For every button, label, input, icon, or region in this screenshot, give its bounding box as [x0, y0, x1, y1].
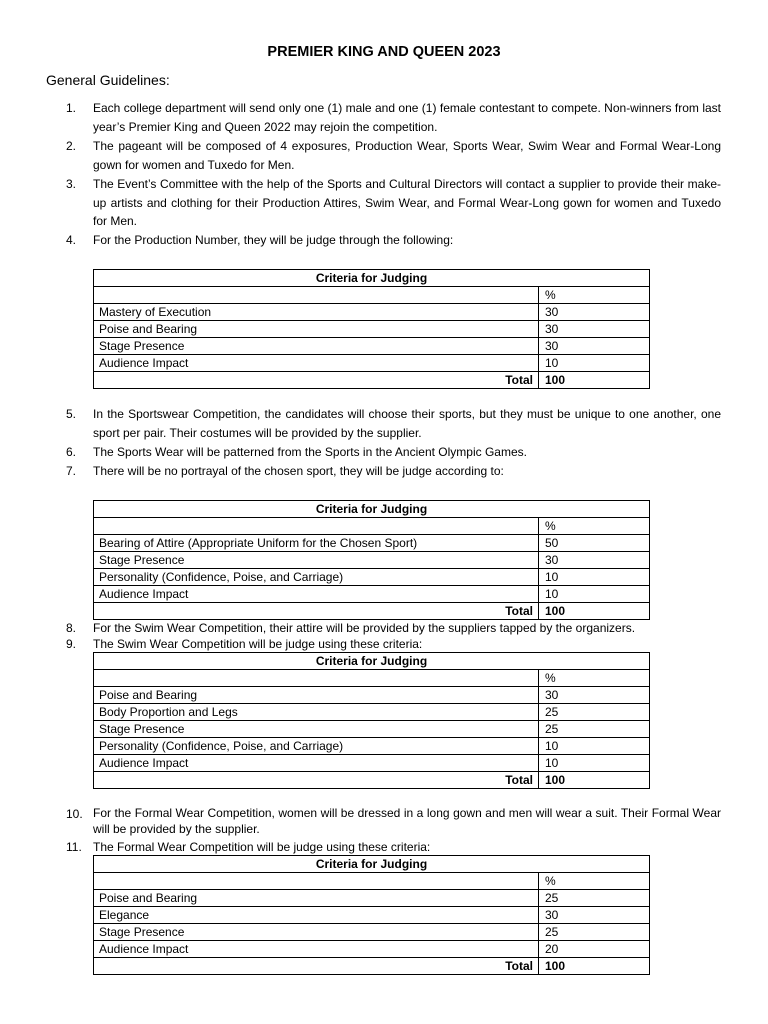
table-row [94, 586, 650, 603]
list-item-number: 8. [66, 621, 77, 635]
table-row [94, 569, 650, 586]
criterion-label: Poise and Bearing [94, 687, 539, 704]
criterion-value: 30 [539, 552, 650, 569]
list-item-number: 3. [66, 177, 77, 191]
criterion-label: Poise and Bearing [94, 890, 539, 907]
criteria-table-swimwear [93, 652, 650, 789]
criterion-value: 10 [539, 569, 650, 586]
total-label: Total [94, 772, 539, 789]
criterion-value: 30 [539, 321, 650, 338]
criteria-table-production [93, 269, 650, 389]
criterion-value: 10 [539, 755, 650, 772]
criterion-value: 30 [539, 338, 650, 355]
table-row [94, 287, 650, 304]
list-item [66, 405, 721, 442]
criterion-value: 25 [539, 890, 650, 907]
table-row [94, 704, 650, 721]
list-item-number: 7. [66, 464, 77, 478]
criterion-value: 10 [539, 586, 650, 603]
percent-header: % [539, 873, 650, 890]
criteria-table-sportswear [93, 500, 650, 620]
total-value: 100 [539, 603, 650, 620]
criterion-value: 30 [539, 687, 650, 704]
table-row [94, 755, 650, 772]
table-row [94, 518, 650, 535]
criterion-label: Audience Impact [94, 586, 539, 603]
table-row [94, 355, 650, 372]
total-label: Total [94, 958, 539, 975]
criterion-value: 30 [539, 907, 650, 924]
criterion-value: 25 [539, 704, 650, 721]
table-row [94, 687, 650, 704]
percent-header: % [539, 518, 650, 535]
list-item-number: 10. [66, 807, 83, 821]
table-row [94, 890, 650, 907]
list-item [66, 99, 721, 136]
criterion-label: Body Proportion and Legs [94, 704, 539, 721]
list-item [66, 175, 721, 231]
criterion-label: Stage Presence [94, 924, 539, 941]
table-row [94, 873, 650, 890]
list-item [66, 231, 721, 250]
list-item-text: For the Swim Wear Competition, their attire will be provided by the suppliers tapped by the organizers. [93, 621, 636, 635]
list-item-number: 11. [66, 840, 82, 854]
table-row [94, 670, 650, 687]
list-item-number: 2. [66, 139, 77, 153]
table-row [94, 721, 650, 738]
table-row [94, 338, 650, 355]
total-row [94, 772, 650, 789]
total-row [94, 372, 650, 389]
total-value: 100 [539, 958, 650, 975]
list-item-text: The Formal Wear Competition will be judge using these criteria: [93, 840, 431, 854]
list-item-text: The Sports Wear will be patterned from the Sports in the Ancient Olympic Games. [93, 445, 527, 459]
list-item-number: 9. [66, 637, 77, 651]
criterion-label: Mastery of Execution [94, 304, 539, 321]
table-row [94, 321, 650, 338]
table-row [94, 552, 650, 569]
list-item-number: 4. [66, 233, 77, 247]
criterion-value: 30 [539, 304, 650, 321]
page-title: PREMIER KING AND QUEEN 2023 [267, 44, 501, 60]
total-row [94, 603, 650, 620]
list-item-text: The pageant will be composed of 4 exposures, Production Wear, Sports Wear, Swim Wear and Formal Wear-Long gown for women and Tuxedo for Men. [93, 139, 721, 172]
criterion-label: Audience Impact [94, 355, 539, 372]
total-label: Total [94, 603, 539, 620]
total-row [94, 958, 650, 975]
criterion-value: 10 [539, 355, 650, 372]
criterion-label: Personality (Confidence, Poise, and Carriage) [94, 738, 539, 755]
table-header: Criteria for Judging [94, 501, 650, 518]
list-item-text: In the Sportswear Competition, the candidates will choose their sports, but they must be unique to one another, one sport per pair. Their costumes will be provided by the supplier. [93, 407, 721, 440]
total-value: 100 [539, 372, 650, 389]
criterion-label: Audience Impact [94, 755, 539, 772]
table-header: Criteria for Judging [94, 270, 650, 287]
table-header: Criteria for Judging [94, 653, 650, 670]
criterion-value: 10 [539, 738, 650, 755]
criterion-value: 50 [539, 535, 650, 552]
list-item [66, 805, 721, 837]
table-row [94, 907, 650, 924]
criteria-table-formalwear [93, 855, 650, 975]
list-item [66, 137, 721, 174]
criterion-label: Audience Impact [94, 941, 539, 958]
list-item-text: For the Production Number, they will be judge through the following: [93, 233, 454, 247]
list-item-number: 1. [66, 101, 77, 115]
list-item-text: Each college department will send only one (1) male and one (1) female contestant to compete. Non-winners from last year’s Premier King and Queen 2022 may rejoin the competition. [93, 101, 721, 134]
list-item-text: The Swim Wear Competition will be judge using these criteria: [93, 637, 423, 651]
list-item [66, 462, 721, 481]
list-item [66, 838, 721, 857]
criterion-label: Stage Presence [94, 552, 539, 569]
criterion-label: Personality (Confidence, Poise, and Carriage) [94, 569, 539, 586]
percent-header: % [539, 287, 650, 304]
criterion-label: Bearing of Attire (Appropriate Uniform for the Chosen Sport) [94, 535, 539, 552]
table-row [94, 304, 650, 321]
criterion-value: 25 [539, 721, 650, 738]
list-item [66, 635, 721, 654]
table-row [94, 924, 650, 941]
list-item-number: 5. [66, 407, 77, 421]
list-item [66, 443, 721, 462]
percent-header: % [539, 670, 650, 687]
list-item-text: The Event’s Committee with the help of the Sports and Cultural Directors will contact a supplier to provide their make-up artists and clothing for their Production Attires, Swim Wear, and Formal Wear-Long gown for women and Tuxedo for Men. [93, 177, 721, 229]
criterion-label: Stage Presence [94, 338, 539, 355]
table-row [94, 535, 650, 552]
total-label: Total [94, 372, 539, 389]
criterion-value: 25 [539, 924, 650, 941]
table-row [94, 941, 650, 958]
list-item-number: 6. [66, 445, 77, 459]
total-value: 100 [539, 772, 650, 789]
table-header: Criteria for Judging [94, 856, 650, 873]
section-heading: General Guidelines: [46, 72, 170, 88]
criterion-value: 20 [539, 941, 650, 958]
table-row [94, 738, 650, 755]
criterion-label: Elegance [94, 907, 539, 924]
list-item-text: For the Formal Wear Competition, women will be dressed in a long gown and men will wear a suit. Their Formal Wear will be provided by the supplier. [93, 806, 721, 836]
criterion-label: Poise and Bearing [94, 321, 539, 338]
list-item-text: There will be no portrayal of the chosen sport, they will be judge according to: [93, 464, 504, 478]
criterion-label: Stage Presence [94, 721, 539, 738]
